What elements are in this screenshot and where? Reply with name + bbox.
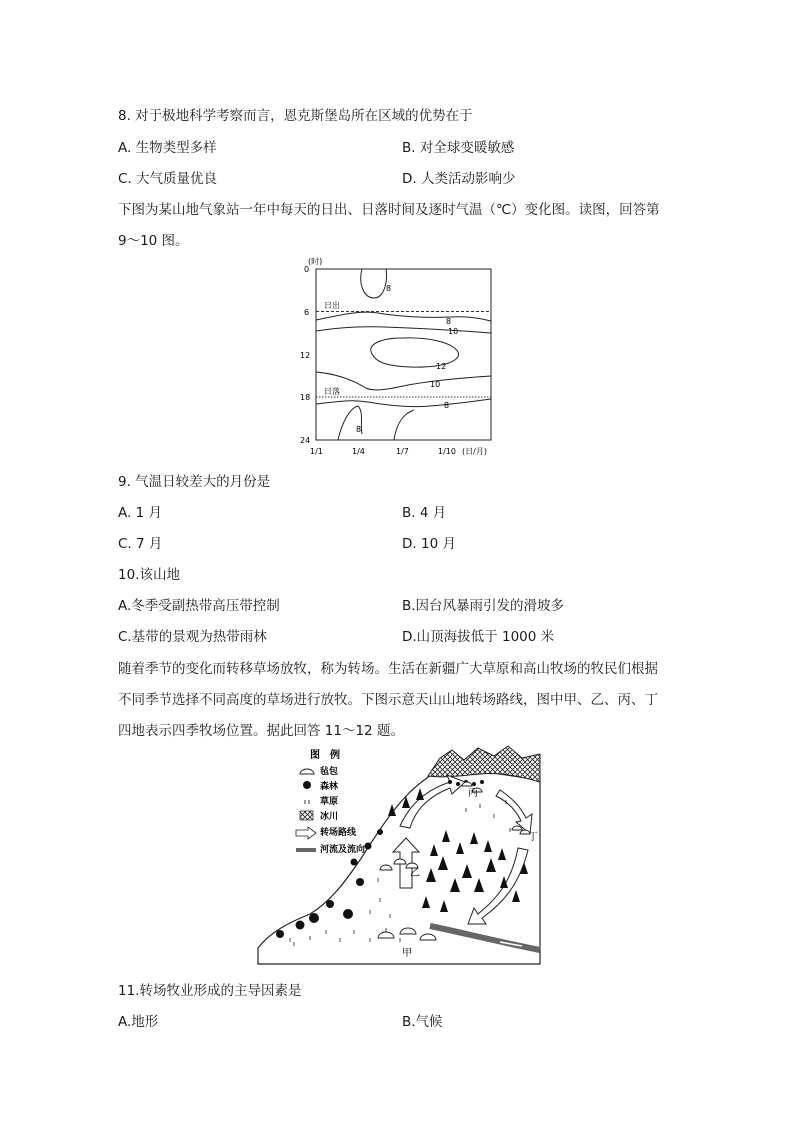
q11-stem: 11.转场牧业形成的主导因素是	[118, 983, 302, 999]
x-axis-unit: (日/月)	[462, 447, 487, 456]
q9-option-d: D. 10 月	[402, 536, 456, 552]
legend-glacier-icon	[300, 811, 313, 820]
legend-yurt-icon	[300, 769, 314, 774]
contour-label-8-top: 8	[386, 284, 392, 293]
x-tick-apr: 1/4	[352, 447, 365, 456]
legend-route-icon	[296, 827, 316, 839]
legend-forest-icon	[303, 781, 311, 789]
y-tick-0: 0	[304, 265, 310, 274]
temperature-contour-chart	[290, 254, 510, 462]
intro-11-12-line3: 四地表示四季牧场位置。据此回答 11～12 题。	[118, 723, 404, 739]
legend-grassland-label: 草原	[320, 797, 339, 807]
intro-9-10-line1: 下图为某山地气象站一年中每天的日出、日落时间及逐时气温（℃）变化图。读图，回答第	[118, 202, 660, 218]
sunrise-label: 日出	[324, 301, 340, 310]
y-tick-12: 12	[300, 351, 311, 360]
contour-label-8-bottom: 8	[356, 425, 362, 434]
legend-grassland-icon	[305, 800, 309, 804]
label-bing: 丙	[468, 788, 478, 799]
y-axis-unit: (时)	[308, 257, 323, 266]
contour-8-bottom-right	[394, 410, 414, 440]
intro-9-10-line2: 9～10 图。	[118, 233, 189, 249]
q11-option-b: B.气候	[402, 1014, 443, 1030]
contour-10-lower	[316, 372, 491, 390]
intro-11-12-line1: 随着季节的变化而转移草场放牧，称为转场。生活在新疆广大草原和高山牧场的牧民们根据	[118, 661, 658, 677]
legend-yurt-label: 毡包	[320, 767, 339, 777]
y-tick-18: 18	[300, 393, 311, 402]
q10-option-a: A.冬季受副热带高压带控制	[118, 598, 280, 614]
transhumance-diagram	[250, 742, 548, 968]
chart-plot-area	[316, 269, 491, 440]
q9-stem: 9. 气温日较差大的月份是	[118, 474, 271, 490]
x-tick-oct: 1/10	[438, 447, 456, 456]
q11-option-a: A.地形	[118, 1014, 159, 1030]
legend-forest-label: 森林	[320, 782, 339, 792]
q10-option-b: B.因台风暴雨引发的滑坡多	[402, 598, 565, 614]
q8-option-c: C. 大气质量优良	[118, 171, 218, 187]
legend-title: 图 例	[310, 750, 340, 761]
q8-option-b: B. 对全球变暖敏感	[402, 140, 515, 156]
contour-8-top	[361, 269, 387, 298]
contour-8-evening	[316, 399, 491, 407]
contour-label-12: 12	[436, 362, 447, 371]
contour-label-10-lower: 10	[430, 380, 441, 389]
label-yi: 乙	[410, 868, 420, 879]
q10-option-d: D.山顶海拔低于 1000 米	[402, 629, 555, 645]
q8-option-d: D. 人类活动影响少	[402, 171, 516, 187]
q9-option-c: C. 7 月	[118, 536, 163, 552]
q8-option-a: A. 生物类型多样	[118, 140, 217, 156]
contour-label-10-upper: 10	[448, 327, 459, 336]
contour-10-upper	[316, 327, 491, 333]
contour-8-bottom-left	[338, 406, 362, 440]
q9-option-b: B. 4 月	[402, 505, 447, 521]
y-tick-6: 6	[304, 308, 310, 317]
label-ding: 丁	[528, 832, 538, 843]
legend-route-label: 转场路线	[320, 828, 357, 838]
q10-stem: 10.该山地	[118, 567, 180, 583]
y-tick-24: 24	[300, 436, 311, 445]
q8-stem: 8. 对于极地科学考察而言，恩克斯堡岛所在区域的优势在于	[118, 108, 473, 124]
x-tick-jul: 1/7	[396, 447, 409, 456]
contour-label-8-evening: 8	[444, 401, 450, 410]
contour-label-8-morning: 8	[446, 317, 452, 326]
q10-option-c: C.基带的景观为热带雨林	[118, 629, 267, 645]
label-jia: 甲	[402, 948, 412, 959]
intro-11-12-line2: 不同季节选择不同高度的草场进行放牧。下图示意天山山地转场路线，图中甲、乙、丙、丁	[118, 692, 658, 708]
legend-river-label: 河流及流向	[320, 845, 366, 855]
legend-glacier-label: 冰川	[320, 812, 339, 822]
diagram-legend	[296, 748, 365, 855]
x-tick-jan: 1/1	[310, 447, 323, 456]
contour-8-morning	[316, 312, 491, 321]
q9-option-a: A. 1 月	[118, 505, 162, 521]
sunset-label: 日落	[324, 387, 340, 396]
